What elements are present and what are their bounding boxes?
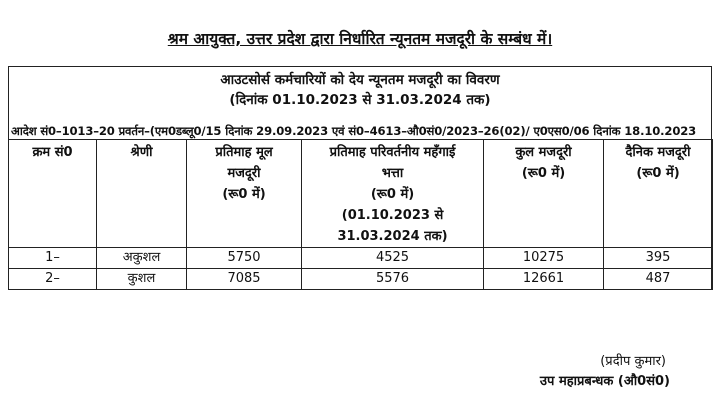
order-reference: आदेश सं0–1013–20 प्रवर्तन–(एम0डब्लू0/15 दिनांक 29.09.2023 एवं सं0–4613–औ0सं0/2023–26(02)/ ए0एस0/06 दिनांक 18.10.2023 <box>11 124 697 138</box>
header-line: (रू0 में) <box>636 166 680 181</box>
header-line: श्रेणी <box>130 145 153 160</box>
header-line: (रू0 में) <box>370 187 415 202</box>
cell-da: 4525 <box>302 248 484 269</box>
wage-table <box>8 139 713 290</box>
header-line: (रू0 में) <box>222 187 266 202</box>
header-line: क्रम सं0 <box>32 145 73 160</box>
document-heading: श्रम आयुक्त, उत्तर प्रदेश द्वारा निर्धारित न्यूनतम मजदूरी के सम्बंध में। <box>167 30 553 48</box>
cell-daily-wage: 487 <box>604 269 713 290</box>
table-header-row <box>9 140 713 248</box>
cell-serial: 2– <box>9 269 97 290</box>
table-row <box>9 269 713 290</box>
cell-category: अकुशल <box>97 248 187 269</box>
header-da <box>302 140 484 248</box>
box-period: (दिनांक 01.10.2023 से 31.03.2024 तक) <box>229 92 491 108</box>
header-line: मजदूरी <box>227 166 261 181</box>
header-line: प्रतिमाह परिवर्तनीय महँगाई <box>329 145 456 160</box>
cell-serial: 1– <box>9 248 97 269</box>
header-basic-wage <box>187 140 302 248</box>
cell-category: कुशल <box>97 269 187 290</box>
header-category <box>97 140 187 248</box>
cell-daily-wage: 395 <box>604 248 713 269</box>
cell-basic-wage: 7085 <box>187 269 302 290</box>
box-title: आउटसोर्स कर्मचारियों को देय न्यूनतम मजदूरी का विवरण <box>220 72 500 88</box>
header-total-wage <box>484 140 604 248</box>
cell-total-wage: 10275 <box>484 248 604 269</box>
header-line: दैनिक मजदूरी <box>625 145 691 160</box>
cell-total-wage: 12661 <box>484 269 604 290</box>
header-line: भत्ता <box>381 166 404 181</box>
signatory-name: (प्रदीप कुमार) <box>600 354 666 369</box>
signature-block <box>540 352 668 392</box>
header-line: कुल मजदूरी <box>515 145 572 160</box>
wage-details-box <box>8 66 712 290</box>
cell-da: 5576 <box>302 269 484 290</box>
header-daily-wage <box>604 140 713 248</box>
table-row <box>9 248 713 269</box>
cell-basic-wage: 5750 <box>187 248 302 269</box>
header-line: (रू0 में) <box>521 166 566 181</box>
header-line: 31.03.2024 तक) <box>337 229 448 244</box>
signatory-designation: उप महाप्रबन्धक (औ0सं0) <box>539 374 670 389</box>
header-line: प्रतिमाह मूल <box>215 145 273 160</box>
header-serial <box>9 140 97 248</box>
header-line: (01.10.2023 से <box>341 208 444 223</box>
